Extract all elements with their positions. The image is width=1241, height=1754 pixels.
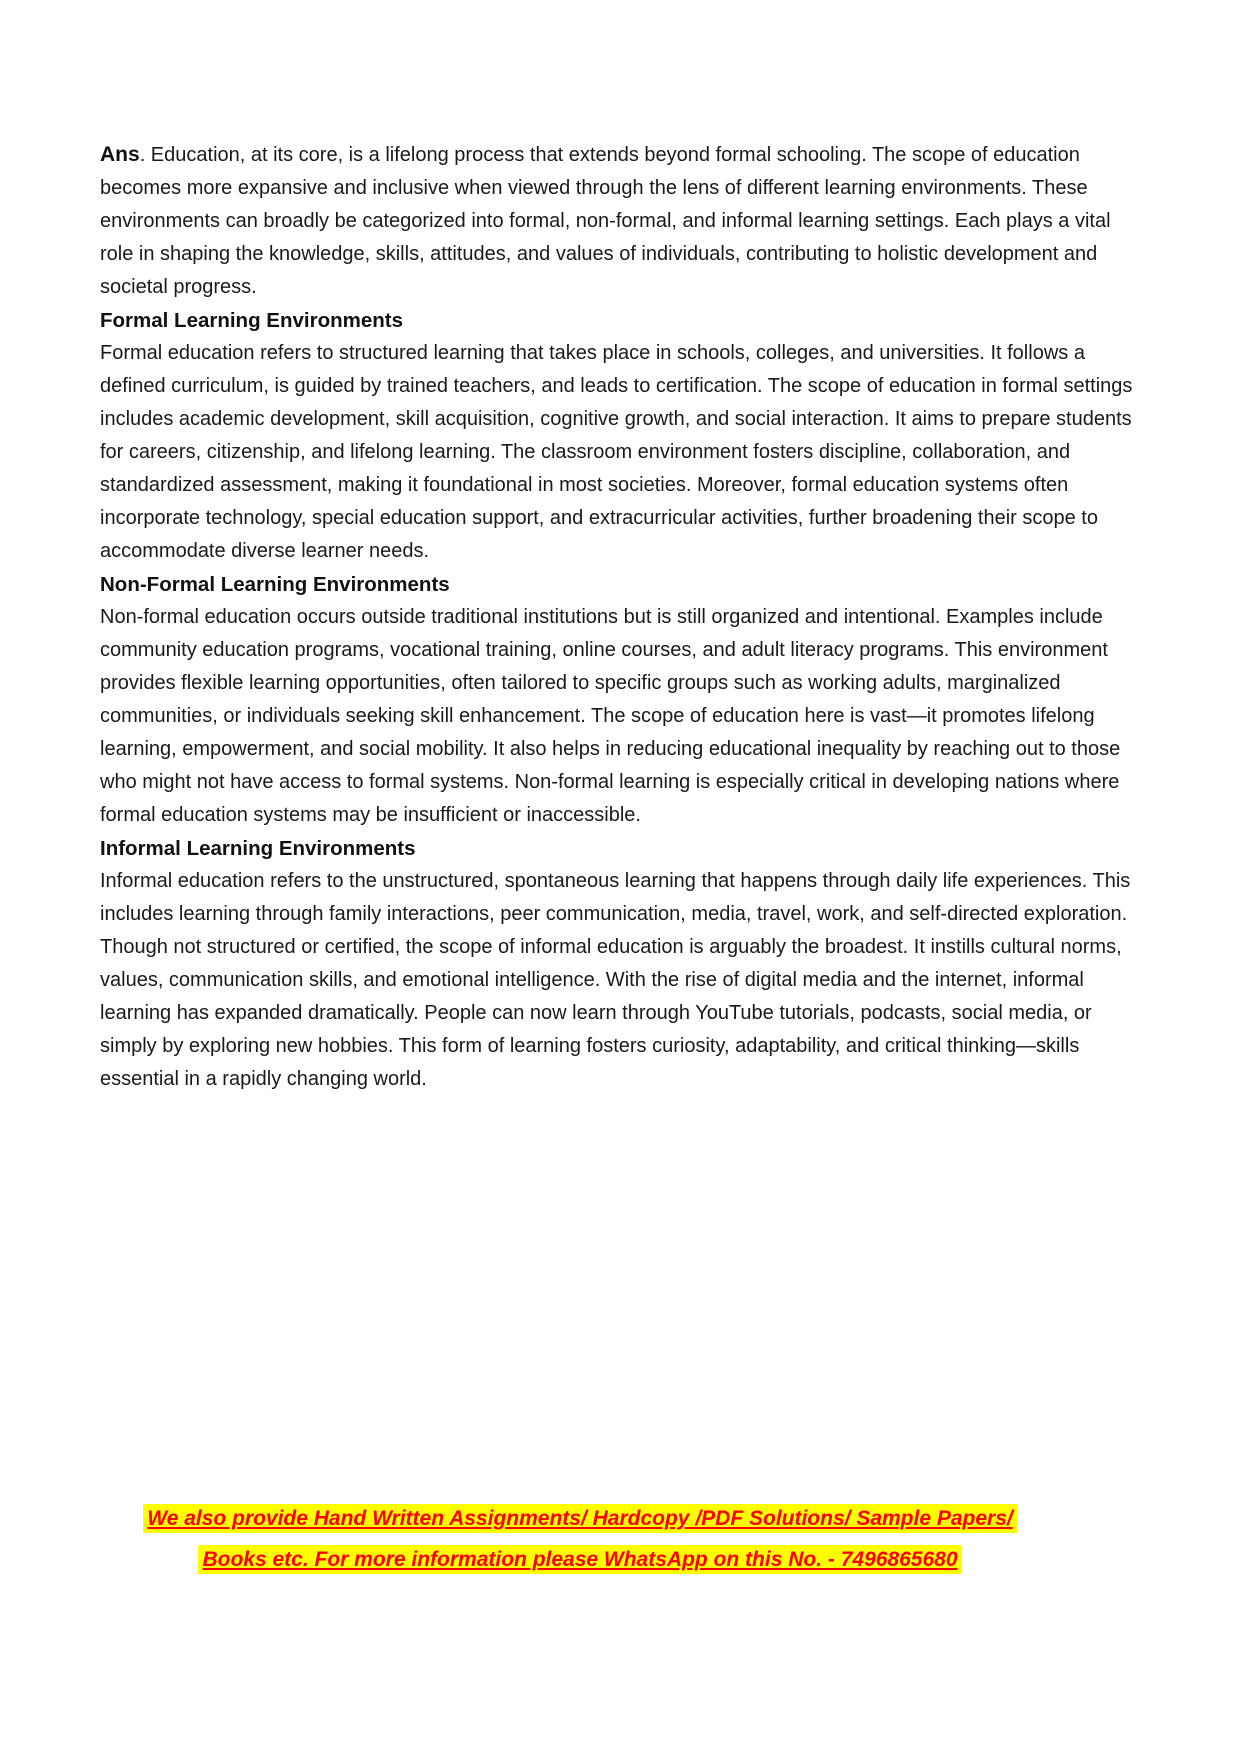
footer-banner (60, 1498, 1100, 1580)
section-heading-non-formal: Non-Formal Learning Environments (100, 573, 450, 596)
answer-content (100, 138, 1148, 1096)
intro-text: . Education, at its core, is a lifelong process that extends beyond formal schooling. The scope of education becomes more expansive and inclusive when viewed through the lens of different learning environments. These environments can broadly be categorized into formal, non-formal, and informal learning settings. Each plays a vital role in shaping the knowledge, skills, attitudes, and values of individuals, contributing to holistic development and societal progress. (100, 144, 1111, 298)
footer-line-1: We also provide Hand Written Assignments/ Hardcopy /PDF Solutions/ Sample Papers/ (143, 1504, 1016, 1533)
section-body-non-formal: Non-formal education occurs outside traditional institutions but is still organized and intentional. Examples include community education programs, vocational training, online courses, and adult literacy programs. This environment provides flexible learning opportunities, often tailored to specific groups such as working adults, marginalized communities, or individuals seeking skill enhancement. The scope of education here is vast—it promotes lifelong learning, empowerment, and social mobility. It also helps in reducing educational inequality by reaching out to those who might not have access to formal systems. Non-formal learning is especially critical in developing nations where formal education systems may be insufficient or inaccessible. (100, 606, 1121, 826)
section-heading-formal: Formal Learning Environments (100, 309, 403, 332)
section-body-informal: Informal education refers to the unstructured, spontaneous learning that happens through daily life experiences. This includes learning through family interactions, peer communication, media, travel, work, and self-directed exploration. Though not structured or certified, the scope of informal education is arguably the broadest. It instills cultural norms, values, communication skills, and emotional intelligence. With the rise of digital media and the internet, informal learning has expanded dramatically. People can now learn through YouTube tutorials, podcasts, social media, or simply by exploring new hobbies. This form of learning fosters curiosity, adaptability, and critical thinking—skills essential in a rapidly changing world. (100, 870, 1131, 1090)
answer-label: Ans (100, 143, 140, 166)
section-body-formal: Formal education refers to structured learning that takes place in schools, colleges, and universities. It follows a defined curriculum, is guided by trained teachers, and leads to certification. The scope of education in formal settings includes academic development, skill acquisition, cognitive growth, and social interaction. It aims to prepare students for careers, citizenship, and lifelong learning. The classroom environment fosters discipline, collaboration, and standardized assessment, making it foundational in most societies. Moreover, formal education systems often incorporate technology, special education support, and extracurricular activities, further broadening their scope to accommodate diverse learner needs. (100, 342, 1133, 562)
footer-line-2: Books etc. For more information please WhatsApp on this No. - 7496865680 (198, 1545, 961, 1574)
section-heading-informal: Informal Learning Environments (100, 837, 416, 860)
intro-paragraph (100, 138, 1148, 304)
